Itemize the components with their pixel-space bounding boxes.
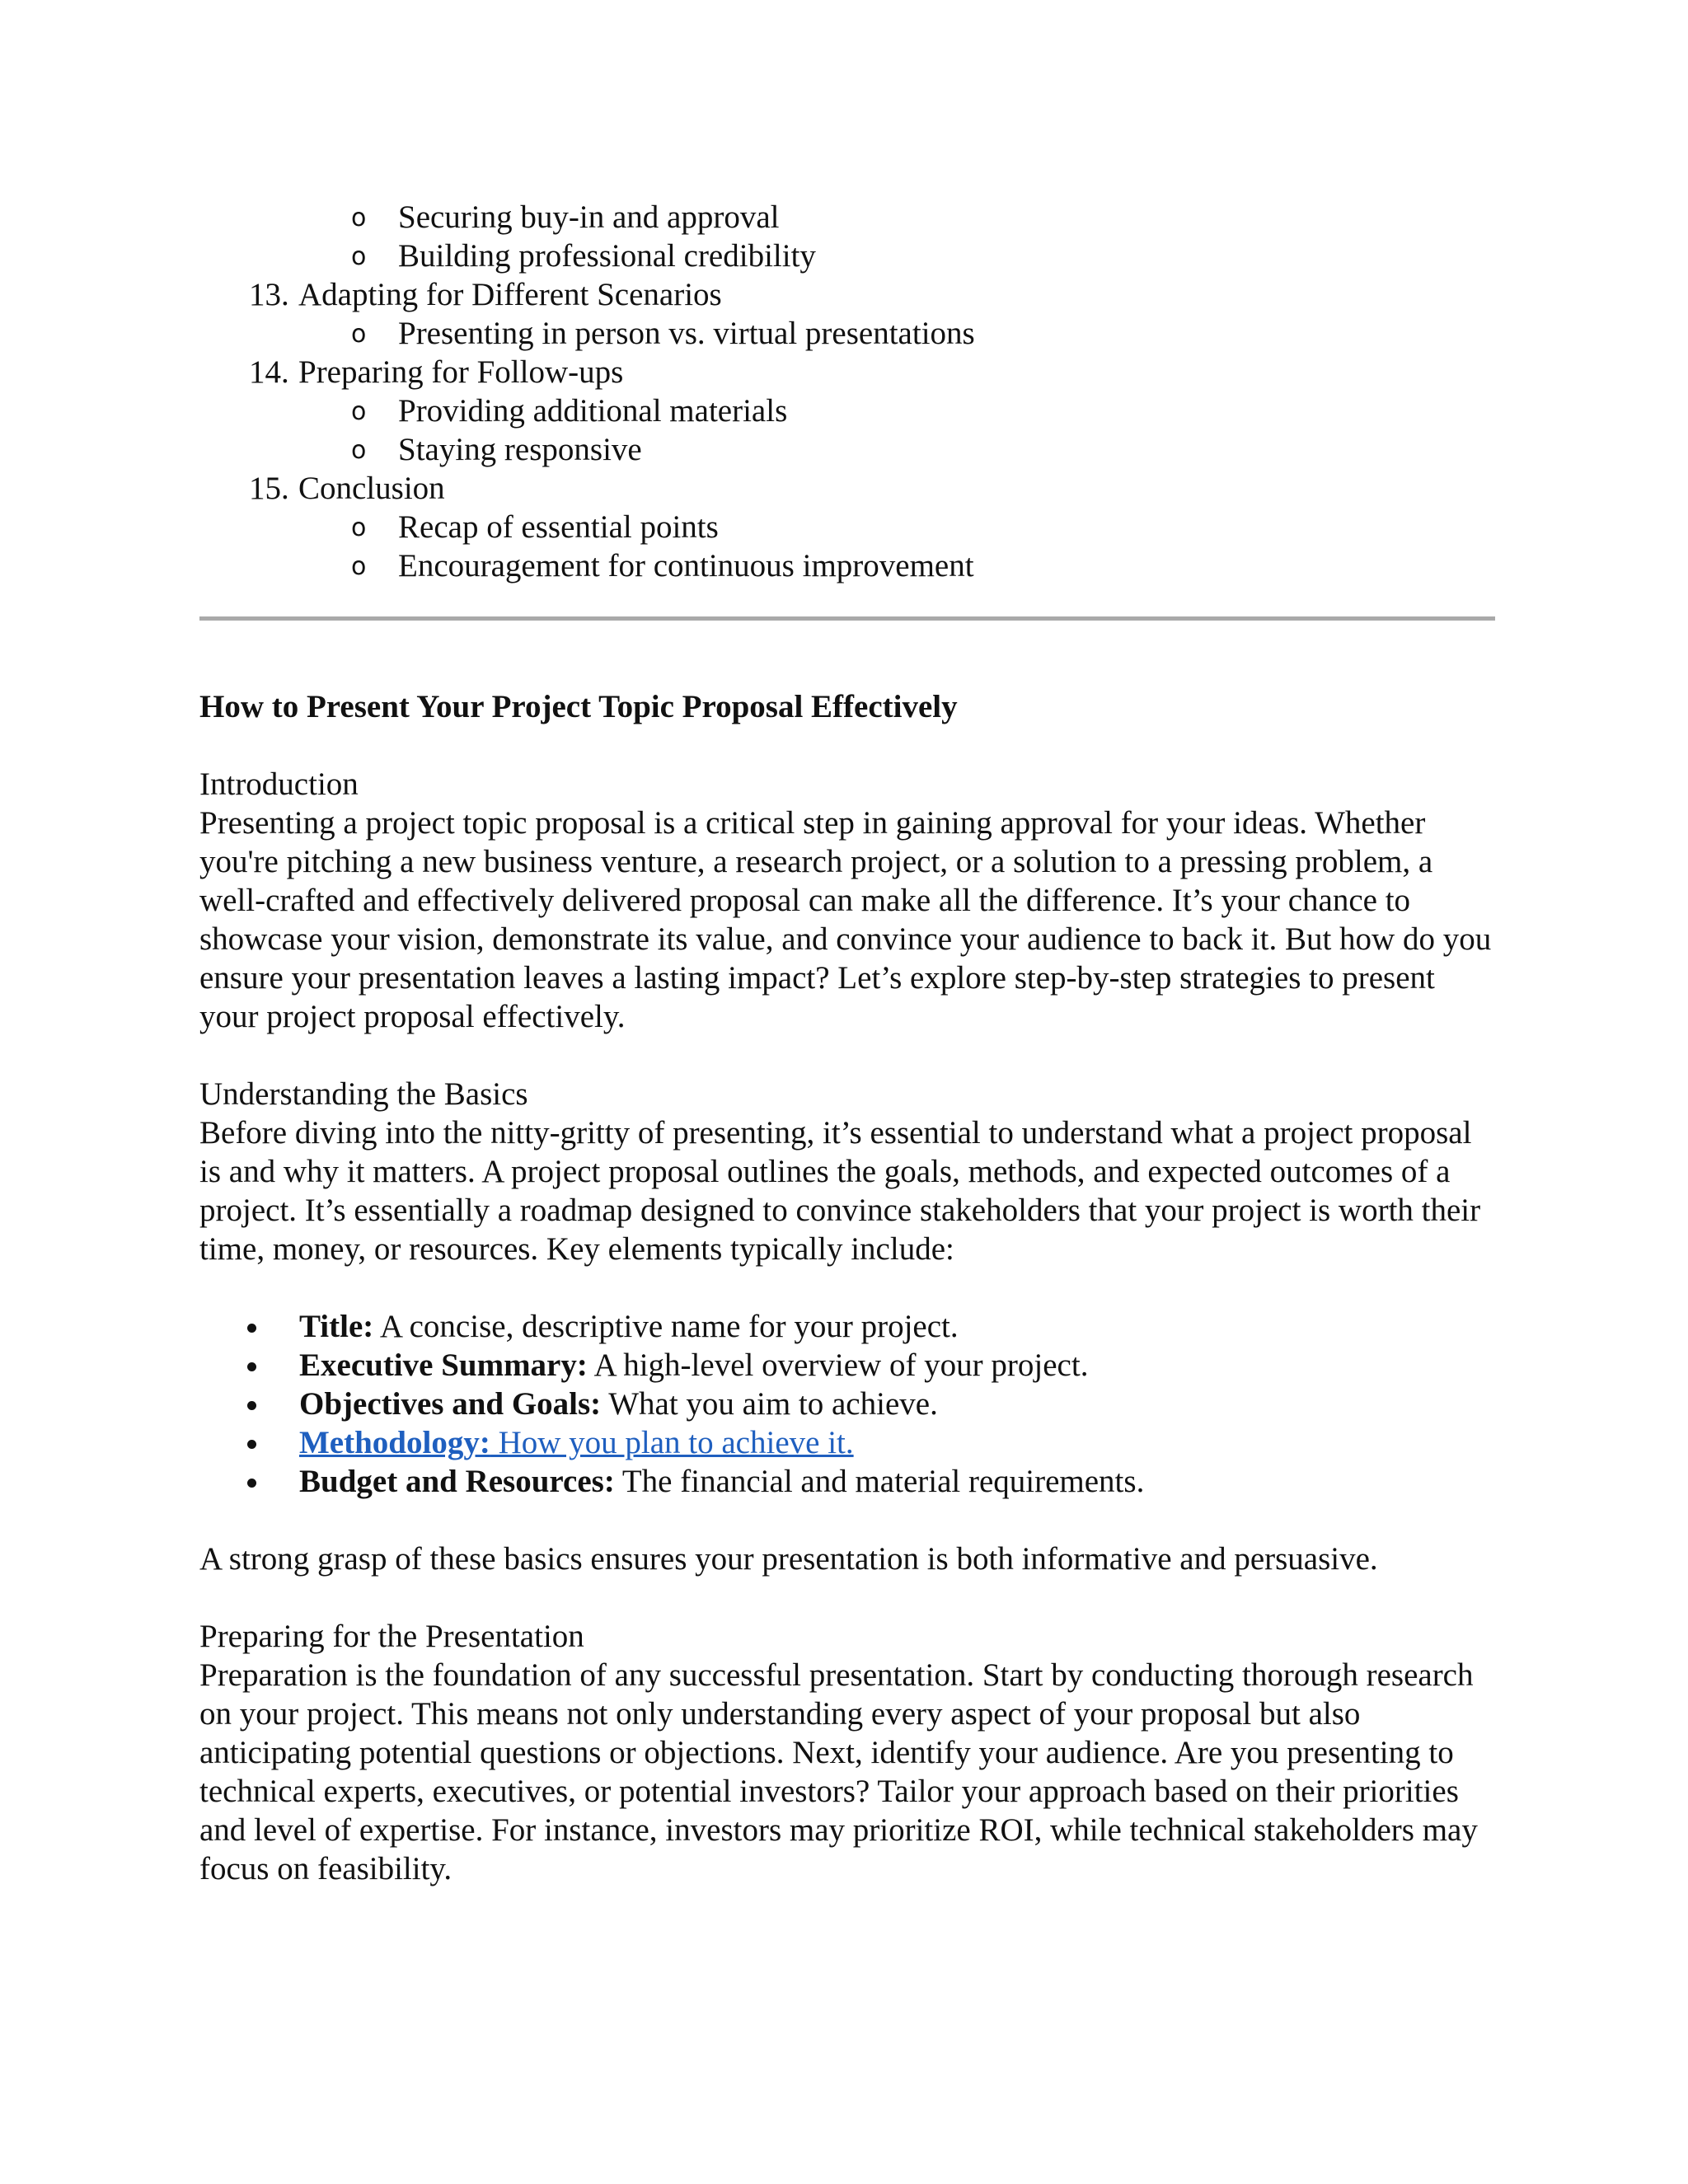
section-heading-basics: Understanding the Basics [199, 1076, 528, 1112]
bullet-dot-icon [247, 1440, 256, 1449]
preparing-paragraph: Preparation is the foundation of any successful presentation. Start by conducting thorough research on your project. This means not only understanding every aspect of your proposal but also anticipating potential questions or objections. Next, identify your audience. Are you presenting to technical experts, executives, or potential investors? Tailor your approach based on their priorities and level of expertise. For instance, investors may prioritize ROI, while technical stakeholders may focus on feasibility. [199, 1657, 1478, 1886]
bullet-dot-icon [247, 1479, 256, 1488]
element-term: Objectives and Goals: [299, 1386, 602, 1422]
outline-list [199, 198, 1495, 585]
key-elements-list [199, 1307, 1495, 1501]
bullet-dot-icon [247, 1324, 256, 1333]
item-number: 14. [249, 354, 289, 390]
circle-bullet-icon: o [351, 436, 367, 465]
element-description: A high-level overview of your project. [587, 1347, 1089, 1383]
basics-closing-paragraph: A strong grasp of these basics ensures your presentation is both informative and persuasive. [199, 1541, 1378, 1577]
outline-sub-item: o Presenting in person vs. virtual presentations [199, 314, 1495, 353]
outline-sub-item: o Building professional credibility [199, 237, 1495, 275]
element-term: Title: [299, 1309, 374, 1344]
element-description: The financial and material requirements. [614, 1464, 1145, 1499]
bullet-dot-icon [247, 1401, 256, 1410]
item-number: 15. [249, 471, 289, 506]
element-term: Executive Summary: [299, 1347, 588, 1383]
spacer [199, 1501, 1495, 1540]
element-term[interactable]: Methodology: [299, 1425, 490, 1460]
bullet-dot-icon [247, 1362, 256, 1371]
circle-bullet-icon: o [351, 320, 367, 349]
element-description: A concise, descriptive name for your project. [373, 1309, 959, 1344]
outline-sub-item: o Encouragement for continuous improvement [199, 546, 1495, 585]
outline-numbered-item: 15. Conclusion [249, 471, 445, 506]
circle-bullet-icon: o [351, 552, 367, 581]
outline-numbered-item: 13. Adapting for Different Scenarios [249, 277, 722, 312]
horizontal-divider [199, 616, 1495, 621]
element-description[interactable]: How you plan to achieve it. [490, 1425, 854, 1460]
outline-sub-item: o Recap of essential points [199, 508, 1495, 546]
page-content [199, 198, 1495, 1888]
basics-paragraph: Before diving into the nitty-gritty of presenting, it’s essential to understand what a project proposal is and why it matters. A project proposal outlines the goals, methods, and expected outcomes of a project. It’s essentially a roadmap designed to convince stakeholders that your project is worth their time, money, or resources. Key elements typically include: [199, 1115, 1481, 1267]
item-number: 13. [249, 277, 289, 312]
section-heading-introduction: Introduction [199, 766, 359, 802]
circle-bullet-icon: o [351, 204, 367, 232]
article-title: How to Present Your Project Topic Proposal Effectively [199, 689, 958, 724]
outline-sub-item: o Staying responsive [199, 430, 1495, 469]
element-description: What you aim to achieve. [601, 1386, 938, 1422]
methodology-link[interactable] [199, 1423, 1495, 1462]
section-heading-preparing: Preparing for the Presentation [199, 1619, 584, 1654]
intro-paragraph: Presenting a project topic proposal is a critical step in gaining approval for your ideas. Whether you're pitching a new business venture, a research project, or a solution to a pressing problem, a well-crafted and effectively delivered proposal can make all the difference. It’s your chance to showcase your vision, demonstrate its value, and convince your audience to back it. But how do you ensure your presentation leaves a lasting impact? Let’s explore step-by-step strategies to present your project proposal effectively. [199, 805, 1492, 1034]
outline-sub-item: o Providing additional materials [199, 391, 1495, 430]
list-item [199, 1462, 1495, 1501]
list-item [199, 1385, 1495, 1423]
circle-bullet-icon: o [351, 242, 367, 271]
list-item [199, 1346, 1495, 1385]
outline-numbered-item: 14. Preparing for Follow-ups [249, 354, 624, 390]
outline-sub-item: o Securing buy-in and approval [199, 198, 1495, 237]
element-term: Budget and Resources: [299, 1464, 615, 1499]
list-item [199, 1307, 1495, 1346]
circle-bullet-icon: o [351, 397, 367, 426]
circle-bullet-icon: o [351, 513, 367, 542]
